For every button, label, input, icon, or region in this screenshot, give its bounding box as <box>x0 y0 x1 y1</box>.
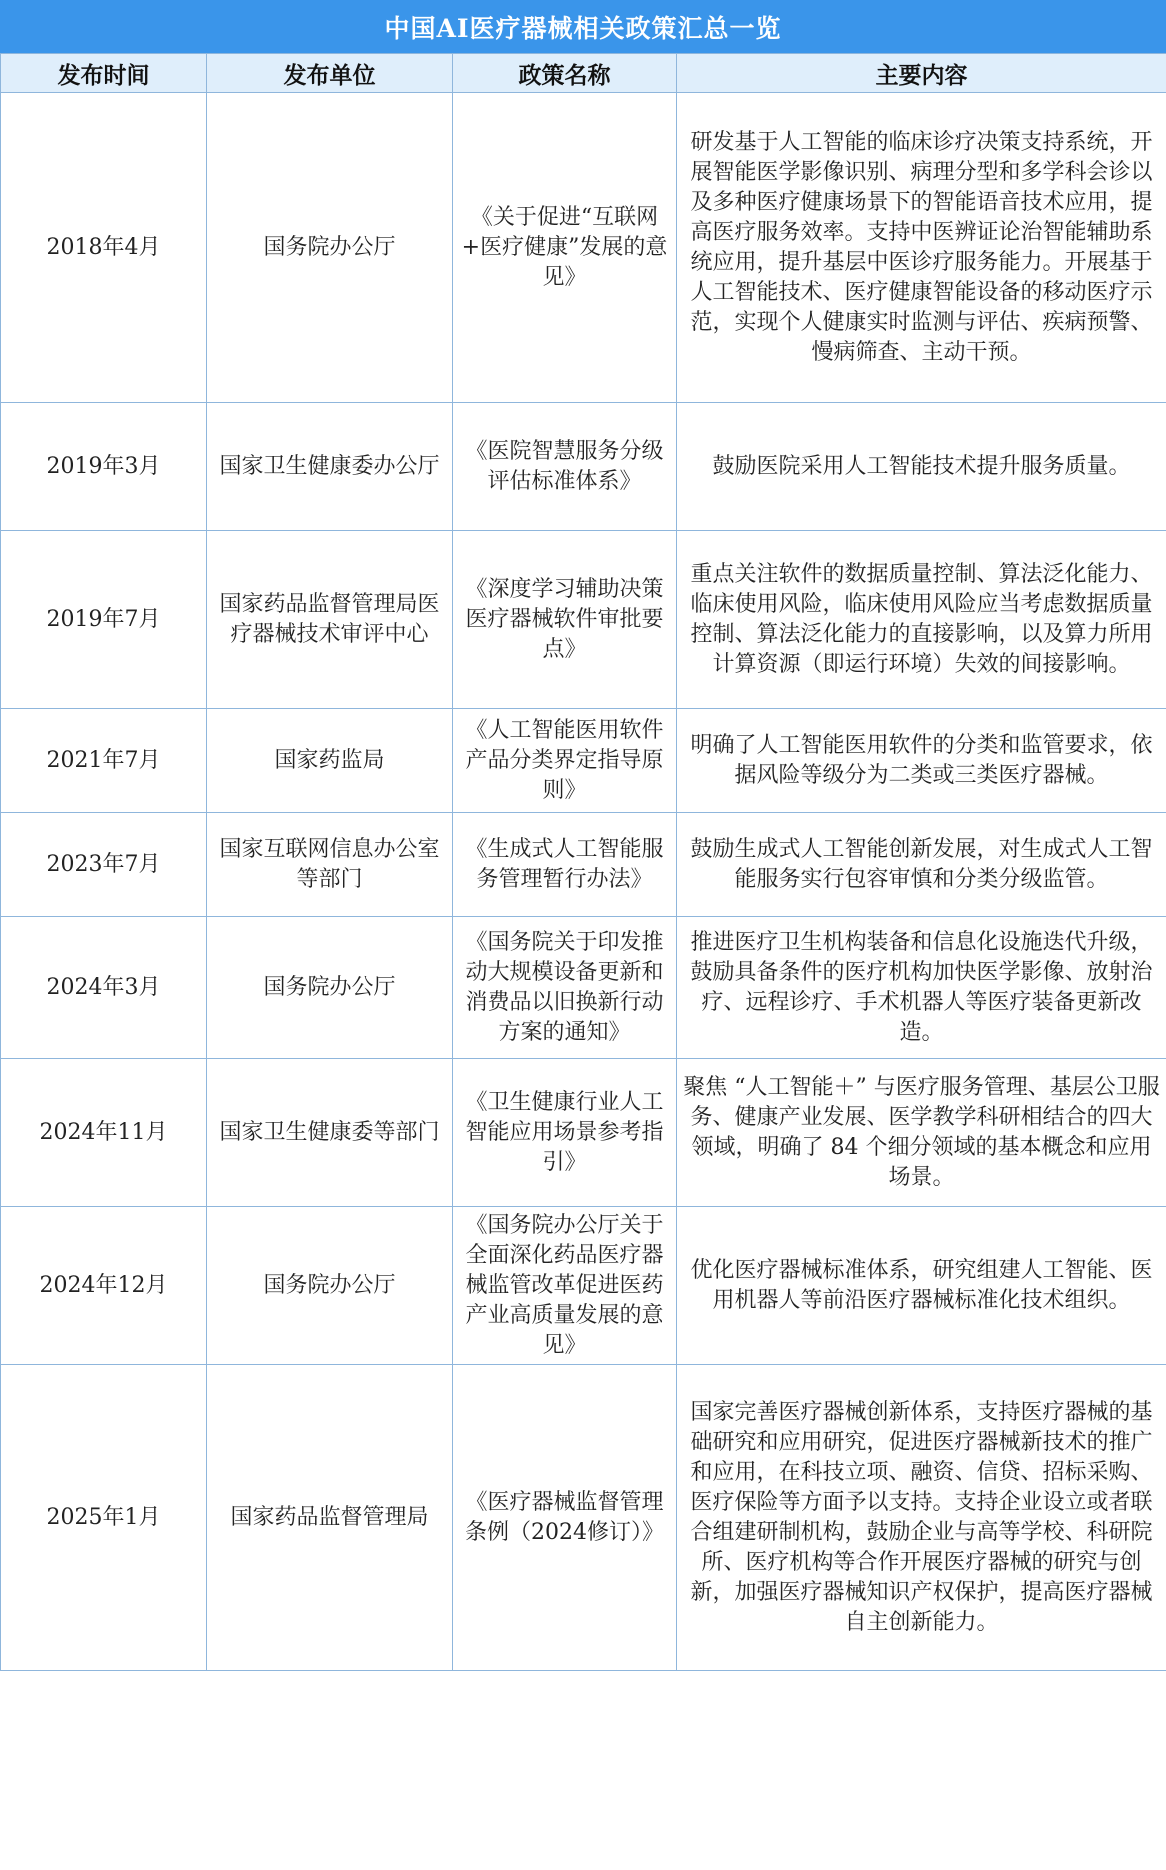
table-row <box>1 1365 1166 1671</box>
cell-content: 研发基于人工智能的临床诊疗决策支持系统，开展智能医学影像识别、病理分型和多学科会诊以及多种医疗健康场景下的智能语音技术应用，提高医疗服务效率。支持中医辨证论治智能辅助系统应用，提升基层中医诊疗服务能力。开展基于人工智能技术、医疗健康智能设备的移动医疗示范，实现个人健康实时监测与评估、疾病预警、慢病筛查、主动干预。 <box>677 93 1166 403</box>
table-row <box>1 403 1166 531</box>
cell-policy: 《医院智慧服务分级评估标准体系》 <box>453 403 677 531</box>
cell-content: 鼓励生成式人工智能创新发展，对生成式人工智能服务实行包容审慎和分类分级监管。 <box>677 813 1166 917</box>
table-row <box>1 1059 1166 1207</box>
cell-policy: 《生成式人工智能服务管理暂行办法》 <box>453 813 677 917</box>
cell-org: 国家药监局 <box>207 709 453 813</box>
header-date: 发布时间 <box>1 54 207 93</box>
policy-table <box>0 53 1166 1671</box>
cell-content: 国家完善医疗器械创新体系，支持医疗器械的基础研究和应用研究，促进医疗器械新技术的推广和应用，在科技立项、融资、信贷、招标采购、医疗保险等方面予以支持。支持企业设立或者联合组建研制机构，鼓励企业与高等学校、科研院所、医疗机构等合作开展医疗器械的研究与创新，加强医疗器械知识产权保护，提高医疗器械自主创新能力。 <box>677 1365 1166 1671</box>
cell-org: 国家卫生健康委办公厅 <box>207 403 453 531</box>
cell-date: 2018年4月 <box>1 93 207 403</box>
table-row <box>1 917 1166 1059</box>
table-row <box>1 813 1166 917</box>
cell-policy: 《国务院办公厅关于全面深化药品医疗器械监管改革促进医药产业高质量发展的意见》 <box>453 1207 677 1365</box>
cell-policy: 《卫生健康行业人工智能应用场景参考指引》 <box>453 1059 677 1207</box>
cell-date: 2024年11月 <box>1 1059 207 1207</box>
table-row <box>1 531 1166 709</box>
cell-content: 推进医疗卫生机构装备和信息化设施迭代升级，鼓励具备条件的医疗机构加快医学影像、放射治疗、远程诊疗、手术机器人等医疗装备更新改造。 <box>677 917 1166 1059</box>
cell-date: 2019年7月 <box>1 531 207 709</box>
cell-policy: 《人工智能医用软件产品分类界定指导原则》 <box>453 709 677 813</box>
cell-org: 国家互联网信息办公室等部门 <box>207 813 453 917</box>
cell-org: 国务院办公厅 <box>207 93 453 403</box>
cell-date: 2025年1月 <box>1 1365 207 1671</box>
cell-date: 2021年7月 <box>1 709 207 813</box>
cell-content: 聚焦 “人工智能＋” 与医疗服务管理、基层公卫服务、健康产业发展、医学教学科研相结合的四大领域，明确了 84 个细分领域的基本概念和应用场景。 <box>677 1059 1166 1207</box>
cell-policy: 《关于促进“互联网+医疗健康”发展的意见》 <box>453 93 677 403</box>
cell-date: 2019年3月 <box>1 403 207 531</box>
header-row <box>1 54 1166 93</box>
header-policy: 政策名称 <box>453 54 677 93</box>
cell-date: 2023年7月 <box>1 813 207 917</box>
table-row <box>1 93 1166 403</box>
table-row <box>1 1207 1166 1365</box>
cell-date: 2024年3月 <box>1 917 207 1059</box>
cell-org: 国家药品监督管理局医疗器械技术审评中心 <box>207 531 453 709</box>
cell-org: 国家药品监督管理局 <box>207 1365 453 1671</box>
header-org: 发布单位 <box>207 54 453 93</box>
cell-content: 明确了人工智能医用软件的分类和监管要求，依据风险等级分为二类或三类医疗器械。 <box>677 709 1166 813</box>
cell-content: 优化医疗器械标准体系，研究组建人工智能、医用机器人等前沿医疗器械标准化技术组织。 <box>677 1207 1166 1365</box>
cell-org: 国务院办公厅 <box>207 1207 453 1365</box>
cell-policy: 《医疗器械监督管理条例（2024修订）》 <box>453 1365 677 1671</box>
cell-policy: 《深度学习辅助决策医疗器械软件审批要点》 <box>453 531 677 709</box>
cell-org: 国家卫生健康委等部门 <box>207 1059 453 1207</box>
cell-policy: 《国务院关于印发推动大规模设备更新和消费品以旧换新行动方案的通知》 <box>453 917 677 1059</box>
header-content: 主要内容 <box>677 54 1166 93</box>
table-title: 中国AI医疗器械相关政策汇总一览 <box>0 0 1166 53</box>
cell-content: 鼓励医院采用人工智能技术提升服务质量。 <box>677 403 1166 531</box>
cell-date: 2024年12月 <box>1 1207 207 1365</box>
cell-content: 重点关注软件的数据质量控制、算法泛化能力、临床使用风险，临床使用风险应当考虑数据质量控制、算法泛化能力的直接影响，以及算力所用计算资源（即运行环境）失效的间接影响。 <box>677 531 1166 709</box>
table-row <box>1 709 1166 813</box>
cell-org: 国务院办公厅 <box>207 917 453 1059</box>
